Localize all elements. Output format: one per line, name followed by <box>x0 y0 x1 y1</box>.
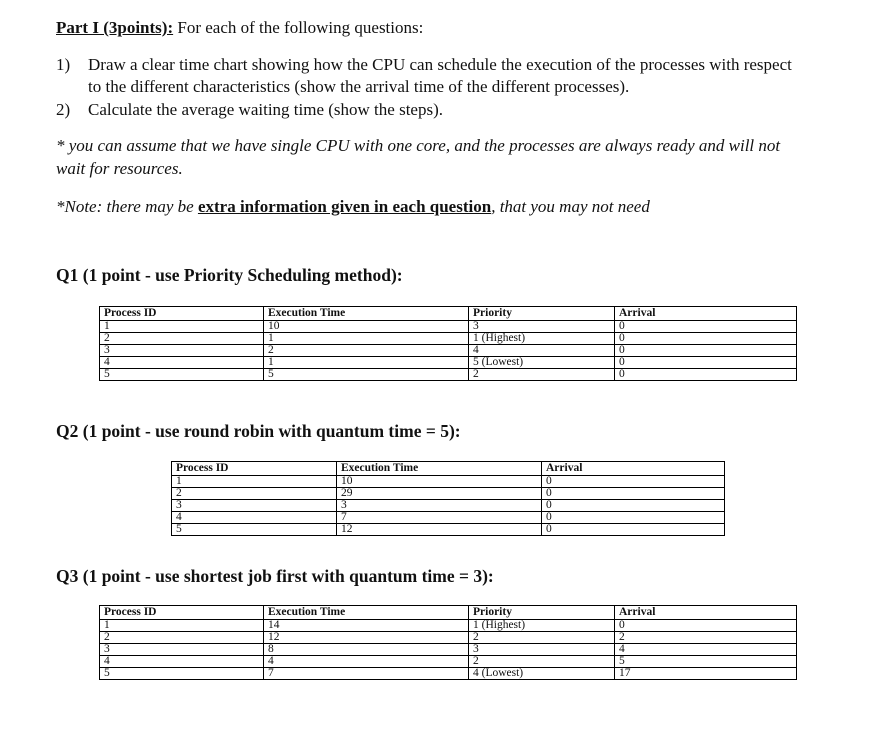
cell-process-id: 2 <box>100 333 264 345</box>
table-row <box>100 644 797 656</box>
cell-arrival: 0 <box>615 620 797 632</box>
cell-process-id: 4 <box>172 512 337 524</box>
cell-priority: 1 (Highest) <box>469 333 615 345</box>
header-execution-time: Execution Time <box>264 307 469 321</box>
cell-priority: 2 <box>469 656 615 668</box>
cell-arrival: 0 <box>615 321 797 333</box>
table-row <box>100 668 797 680</box>
cell-arrival: 5 <box>615 656 797 668</box>
cell-arrival: 17 <box>615 668 797 680</box>
note-emphasis: extra information given in each question <box>197 197 492 216</box>
cell-execution-time: 8 <box>264 644 469 656</box>
header-process-id: Process ID <box>100 307 264 321</box>
note-pre: *Note: there may be <box>56 197 198 216</box>
cell-process-id: 3 <box>100 345 264 357</box>
assumption-line1: * you can assume that we have single CPU with one core, and the processes are always ready and will not <box>56 136 781 155</box>
cell-priority: 1 (Highest) <box>469 620 615 632</box>
cell-arrival: 0 <box>615 357 797 369</box>
header-execution-time: Execution Time <box>264 606 469 620</box>
cell-execution-time: 2 <box>264 345 469 357</box>
item-1-line2: to the different characteristics (show the arrival time of the different processes). <box>88 77 630 96</box>
table-header-row <box>100 606 797 620</box>
table-row <box>172 488 725 500</box>
q2-table <box>171 461 725 536</box>
table-row <box>100 345 797 357</box>
header-execution-time: Execution Time <box>337 462 542 476</box>
table-row <box>172 512 725 524</box>
q1-table <box>99 306 797 381</box>
cell-execution-time: 12 <box>337 524 542 536</box>
item-2-line1: Calculate the average waiting time (show the steps). <box>88 100 443 119</box>
item-1-number: 1) <box>56 55 71 74</box>
cell-arrival: 0 <box>615 333 797 345</box>
cell-arrival: 0 <box>542 476 725 488</box>
cell-process-id: 2 <box>172 488 337 500</box>
header-arrival: Arrival <box>615 606 797 620</box>
cell-process-id: 1 <box>100 321 264 333</box>
cell-process-id: 4 <box>100 656 264 668</box>
cell-arrival: 0 <box>615 369 797 381</box>
table-header-row <box>172 462 725 476</box>
header-priority: Priority <box>469 307 615 321</box>
part-title: Part I (3points): <box>56 18 174 37</box>
part-intro: For each of the following questions: <box>173 18 424 37</box>
cell-process-id: 5 <box>172 524 337 536</box>
cell-arrival: 0 <box>542 488 725 500</box>
header-process-id: Process ID <box>172 462 337 476</box>
cell-execution-time: 4 <box>264 656 469 668</box>
cell-execution-time: 10 <box>337 476 542 488</box>
table-row <box>100 620 797 632</box>
cell-execution-time: 5 <box>264 369 469 381</box>
cell-process-id: 4 <box>100 357 264 369</box>
table-row <box>172 500 725 512</box>
table-row <box>100 333 797 345</box>
cell-process-id: 2 <box>100 632 264 644</box>
cell-execution-time: 3 <box>337 500 542 512</box>
cell-execution-time: 10 <box>264 321 469 333</box>
table-header-row <box>100 307 797 321</box>
cell-arrival: 0 <box>542 524 725 536</box>
note <box>56 195 650 218</box>
q3-title: Q3 (1 point - use shortest job first with quantum time = 3): <box>56 566 494 586</box>
cell-process-id: 3 <box>172 500 337 512</box>
part-heading <box>56 16 423 39</box>
cell-execution-time: 12 <box>264 632 469 644</box>
q3-table <box>99 605 797 680</box>
cell-execution-time: 29 <box>337 488 542 500</box>
assumption-line2: wait for resources. <box>56 159 183 178</box>
cell-priority: 3 <box>469 321 615 333</box>
cell-execution-time: 1 <box>264 357 469 369</box>
cell-arrival: 0 <box>615 345 797 357</box>
cell-arrival: 0 <box>542 500 725 512</box>
cell-priority: 5 (Lowest) <box>469 357 615 369</box>
cell-arrival: 0 <box>542 512 725 524</box>
table-row <box>100 369 797 381</box>
table-row <box>172 476 725 488</box>
item-2-number: 2) <box>56 100 71 119</box>
header-process-id: Process ID <box>100 606 264 620</box>
table-row <box>100 656 797 668</box>
cell-priority: 4 (Lowest) <box>469 668 615 680</box>
cell-process-id: 3 <box>100 644 264 656</box>
cell-priority: 2 <box>469 369 615 381</box>
cell-execution-time: 7 <box>337 512 542 524</box>
q2-title: Q2 (1 point - use round robin with quantum time = 5): <box>56 421 461 441</box>
note-post: , that you may not need <box>491 197 650 216</box>
table-row <box>172 524 725 536</box>
header-arrival: Arrival <box>615 307 797 321</box>
cell-priority: 3 <box>469 644 615 656</box>
cell-priority: 4 <box>469 345 615 357</box>
q1-title: Q1 (1 point - use Priority Scheduling method): <box>56 265 403 285</box>
cell-execution-time: 14 <box>264 620 469 632</box>
cell-process-id: 1 <box>100 620 264 632</box>
table-row <box>100 321 797 333</box>
item-1-line1: Draw a clear time chart showing how the CPU can schedule the execution of the processes with respect <box>88 55 792 74</box>
cell-arrival: 4 <box>615 644 797 656</box>
cell-execution-time: 7 <box>264 668 469 680</box>
header-arrival: Arrival <box>542 462 725 476</box>
table-row <box>100 357 797 369</box>
cell-priority: 2 <box>469 632 615 644</box>
cell-execution-time: 1 <box>264 333 469 345</box>
cell-process-id: 5 <box>100 369 264 381</box>
cell-process-id: 1 <box>172 476 337 488</box>
table-row <box>100 632 797 644</box>
cell-process-id: 5 <box>100 668 264 680</box>
header-priority: Priority <box>469 606 615 620</box>
cell-arrival: 2 <box>615 632 797 644</box>
